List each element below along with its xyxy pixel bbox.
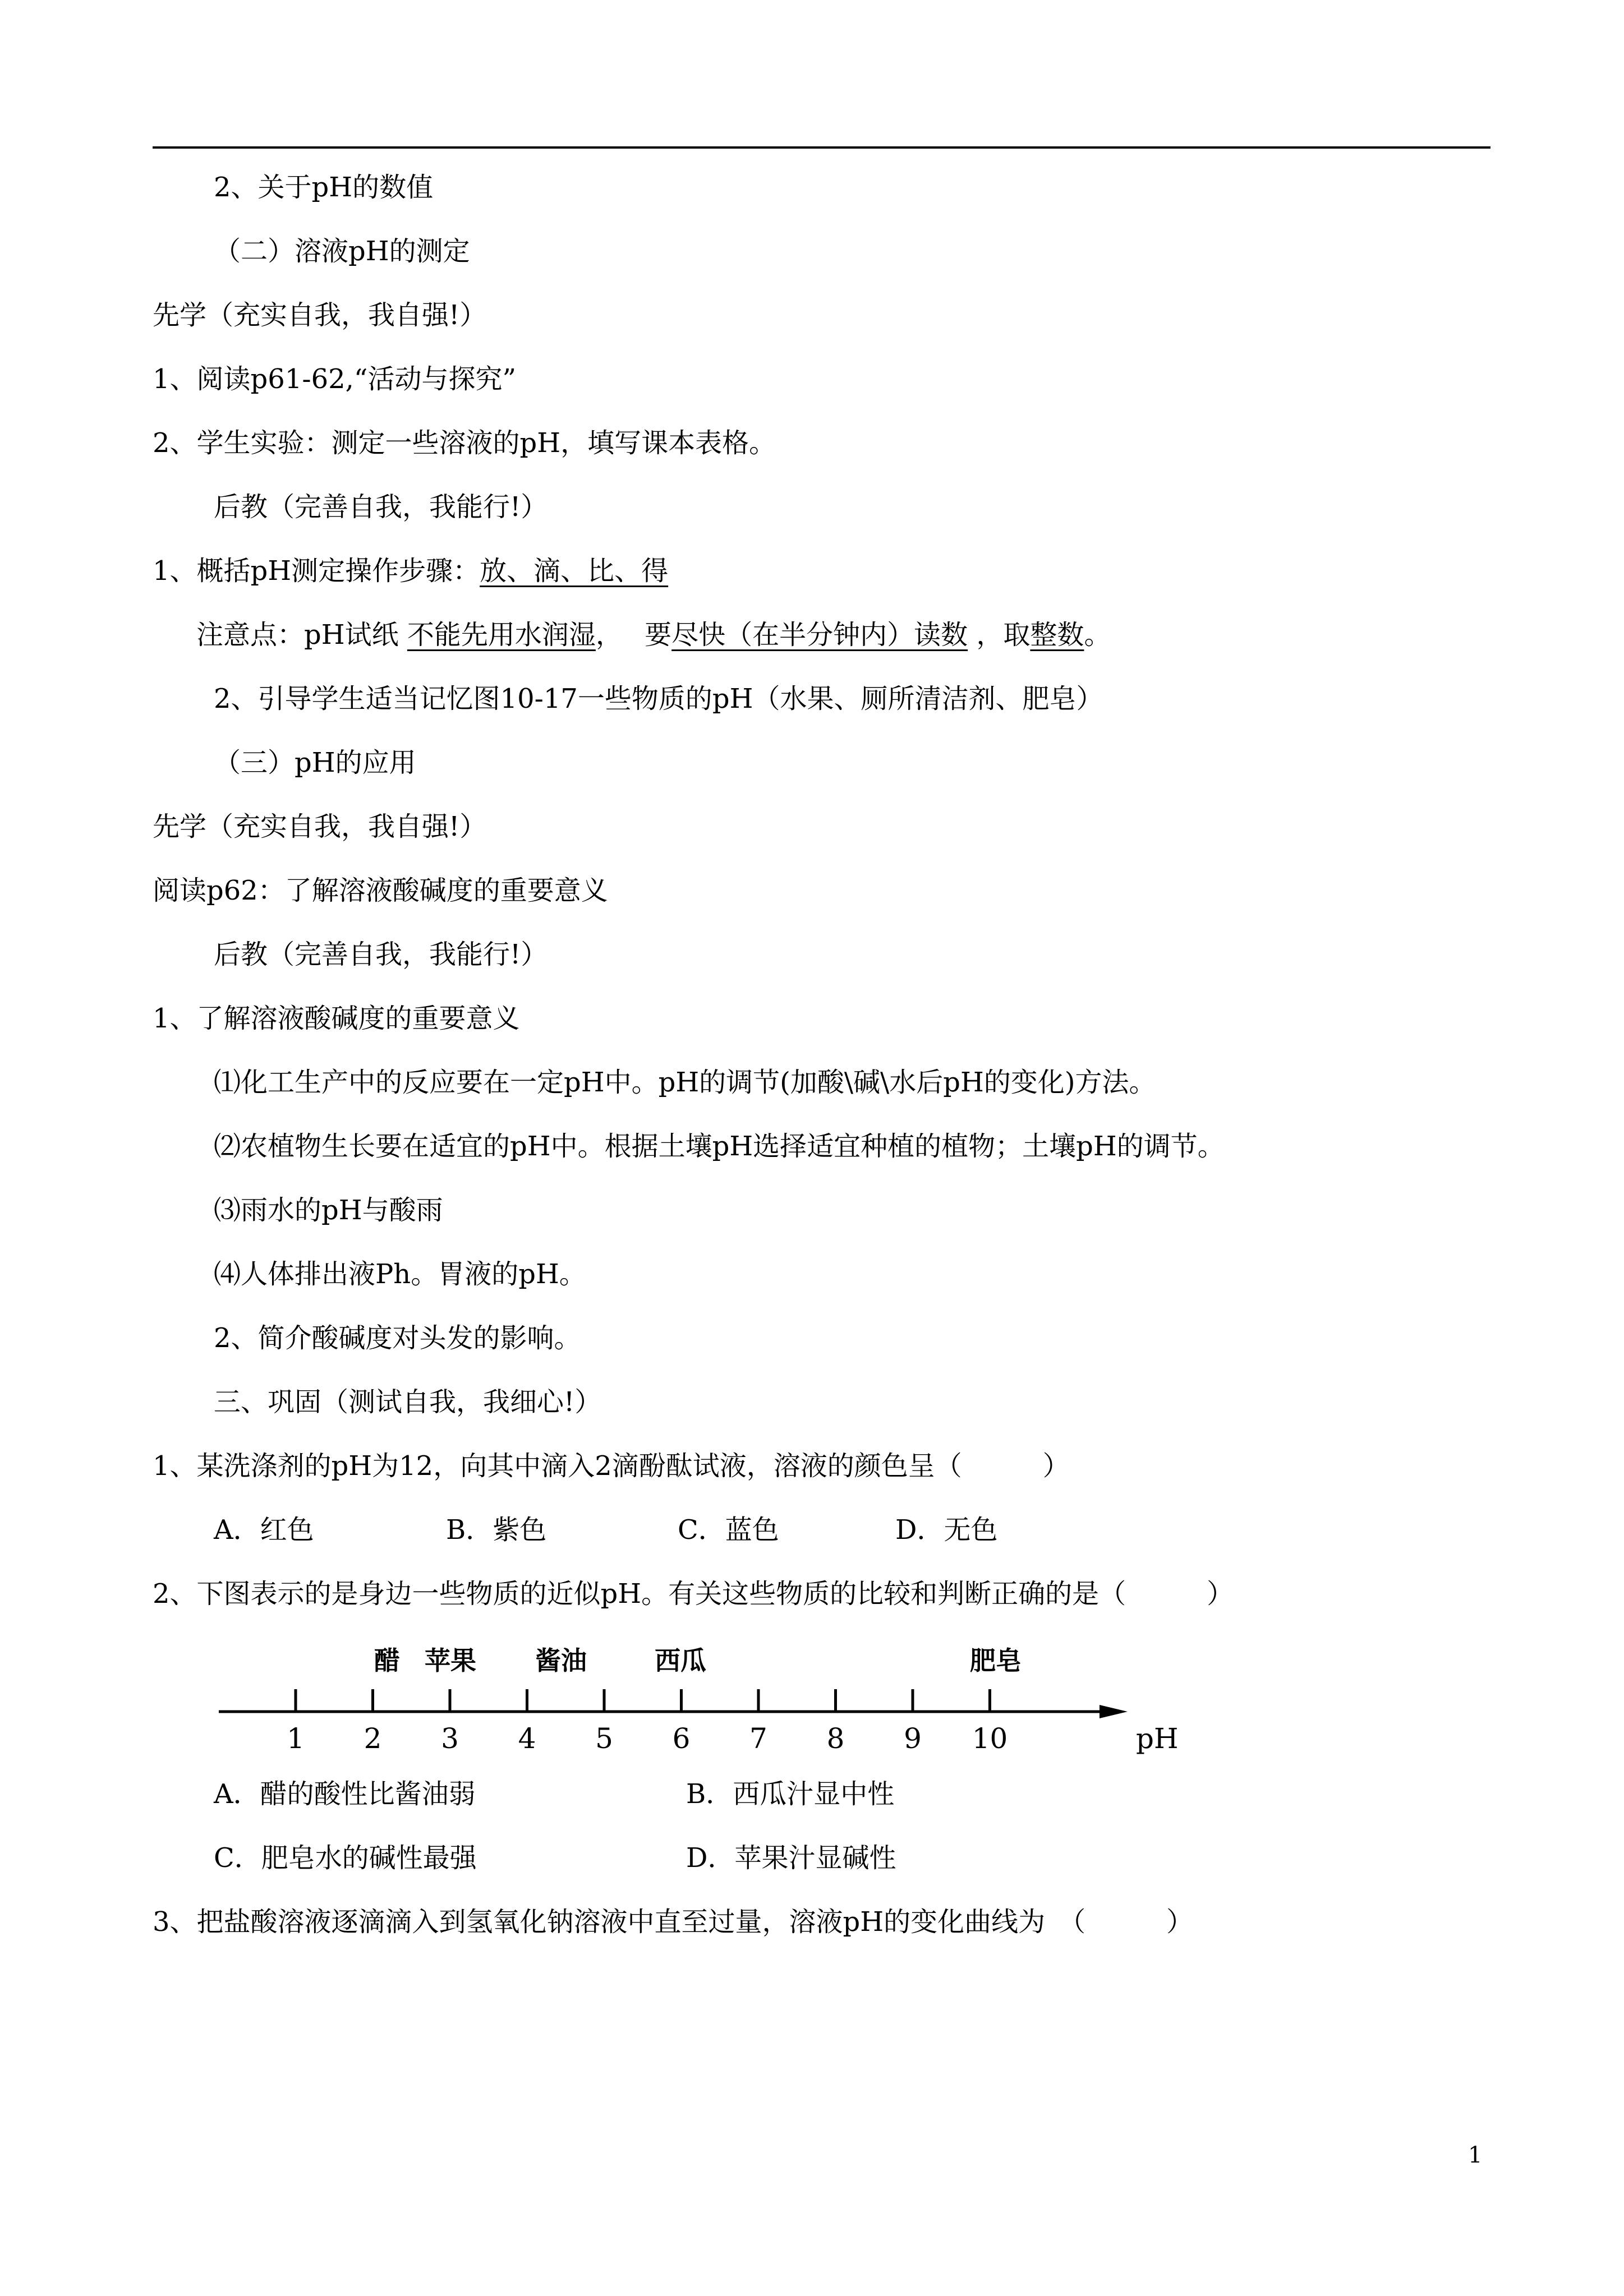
section-heading-ph-application: （三）pH的应用 — [214, 747, 416, 778]
significance-item-4: ⑷人体排出液Ph。胃液的pH。 — [214, 1258, 586, 1290]
ph-steps-label: 1、概括pH测定操作步骤： — [153, 555, 480, 587]
notes-answer-3: 整数 — [1030, 619, 1084, 651]
significance-item-1: ⑴化工生产中的反应要在一定pH中。pH的调节(加酸\碱\水后pH的变化)方法。 — [214, 1067, 1156, 1098]
ph-tick-label-5: 5 — [595, 1722, 613, 1755]
memory-guide: 2、引导学生适当记忆图10-17一些物质的pH（水果、厕所清洁剂、肥皂） — [214, 683, 1103, 714]
notes-answer-2: 尽快（在半分钟内）读数 — [671, 619, 968, 651]
ph-tick-label-9: 9 — [904, 1722, 922, 1755]
notes-text-3: ，取 — [968, 619, 1030, 651]
pre-study-heading: 先学（充实自我，我自强!） — [153, 299, 487, 331]
q1-option-c: C．蓝色 — [678, 1514, 779, 1546]
post-teach-heading: 后教（完善自我，我能行!） — [214, 491, 548, 523]
ph-tick-labels — [287, 1722, 1007, 1755]
ph-tick-marks — [296, 1689, 990, 1712]
notes-answer-1: 不能先用水润湿 — [407, 619, 596, 651]
notes-label: 注意点：pH试纸 — [196, 619, 407, 651]
ph-tick-label-10: 10 — [972, 1722, 1008, 1755]
q2-option-b: B．西瓜汁显中性 — [686, 1778, 895, 1810]
pre-study-heading-2: 先学（充实自我，我自强!） — [153, 811, 487, 842]
ph-tick-label-2: 2 — [364, 1722, 382, 1755]
notes-end: 。 — [1084, 619, 1111, 651]
substance-label-vinegar: 醋 — [374, 1645, 400, 1676]
section-item-ph-values: 2、关于pH的数值 — [214, 172, 434, 203]
significance-heading: 1、了解溶液酸碱度的重要意义 — [153, 1003, 520, 1034]
substance-label-soap: 肥皂 — [970, 1645, 1022, 1676]
q1-option-b: B．紫色 — [446, 1514, 547, 1546]
ph-steps-answer: 放、滴、比、得 — [480, 555, 669, 587]
reading-task-2: 阅读p62：了解溶液酸碱度的重要意义 — [153, 875, 608, 906]
question-2: 2、下图表示的是身边一些物质的近似pH。有关这些物质的比较和判断正确的是（ ） — [153, 1578, 1234, 1610]
question-3: 3、把盐酸溶液逐滴滴入到氢氧化钠溶液中直至过量，溶液pH的变化曲线为 （ ） — [153, 1906, 1194, 1938]
significance-item-2: ⑵农植物生长要在适宜的pH中。根据土壤pH选择适宜种植的植物；土壤pH的调节。 — [214, 1131, 1225, 1162]
q2-option-d: D．苹果汁显碱性 — [686, 1842, 896, 1874]
experiment-task: 2、学生实验：测定一些溶液的pH，填写课本表格。 — [153, 427, 776, 459]
q2-option-a: A．醋的酸性比酱油弱 — [214, 1778, 476, 1810]
consolidation-heading: 三、巩固（测试自我，我细心!） — [214, 1386, 602, 1418]
q1-option-d: D．无色 — [895, 1514, 998, 1546]
substance-label-apple: 苹果 — [425, 1645, 476, 1676]
notes-text-2: ， 要 — [595, 619, 672, 651]
question-1: 1、某洗涤剂的pH为12，向其中滴入2滴酚酞试液，溶液的颜色呈（ ） — [153, 1450, 1070, 1482]
ph-tick-label-1: 1 — [287, 1722, 305, 1755]
post-teach-heading-2: 后教（完善自我，我能行!） — [214, 939, 548, 970]
ph-axis-label: pH — [1136, 1722, 1179, 1755]
ph-tick-label-4: 4 — [518, 1722, 536, 1755]
section-heading-ph-measurement: （二）溶液pH的测定 — [214, 236, 470, 267]
ph-tick-label-7: 7 — [749, 1722, 767, 1755]
ph-tick-label-6: 6 — [672, 1722, 691, 1755]
q2-option-c: C．肥皂水的碱性最强 — [214, 1842, 477, 1874]
ph-tick-label-3: 3 — [441, 1722, 459, 1755]
hair-intro: 2、简介酸碱度对头发的影响。 — [214, 1322, 581, 1354]
q1-option-a: A．红色 — [214, 1514, 314, 1546]
reading-task: 1、阅读p61-62,“活动与探究” — [153, 363, 516, 395]
ph-tick-label-8: 8 — [826, 1722, 845, 1755]
ph-axis-arrow — [1099, 1705, 1128, 1718]
substance-label-soy-sauce: 酱油 — [535, 1645, 587, 1676]
significance-item-3: ⑶雨水的pH与酸雨 — [214, 1195, 443, 1226]
substance-label-watermelon: 西瓜 — [655, 1645, 706, 1676]
page-number: 1 — [1468, 2142, 1483, 2168]
